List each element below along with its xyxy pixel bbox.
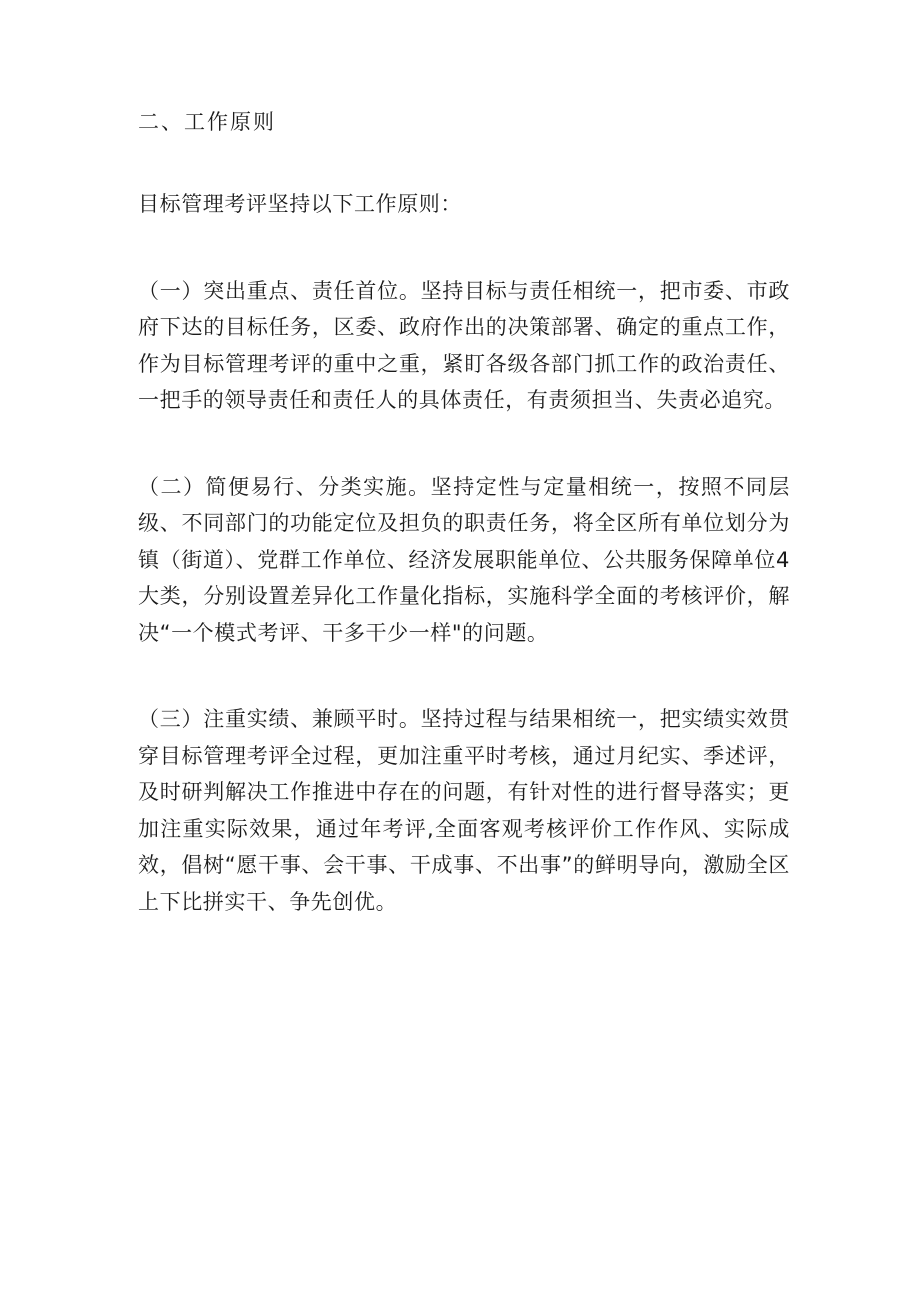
intro-paragraph: 目标管理考评坚持以下工作原则： (138, 192, 462, 216)
section-title: 二、工作原则 (138, 110, 276, 134)
document-body (138, 104, 790, 920)
principle-paragraph-1: （一）突出重点、责任首位。坚持目标与责任相统一，把市委、市政府下达的目标任务，区委、政府作出的决策部署、确定的重点工作，作为目标管理考评的重中之重，紧盯各级各部门抓工作的政治责任、一把手的领导责任和责任人的具体责任，有责须担当、失责必追究。 (138, 278, 790, 412)
principle-paragraph-3: （三）注重实绩、兼顾平时。坚持过程与结果相统一，把实绩实效贯穿目标管理考评全过程，更加注重平时考核，通过月纪实、季述评，及时研判解决工作推进中存在的问题，有针对性的进行督导落实；更加注重实际效果，通过年考评,全面客观考核评价工作作风、实际成效，倡树“愿干事、会干事、干成事、不出事”的鲜明导向，激励全区上下比拼实干、争先创优。 (138, 707, 790, 914)
principle-paragraph-2: （二）简便易行、分类实施。坚持定性与定量相统一，按照不同层级、不同部门的功能定位及担负的职责任务，将全区所有单位划分为镇（街道）、党群工作单位、经济发展职能单位、公共服务保障单位4大类，分别设置差异化工作量化指标，实施科学全面的考核评价，解决“一个模式考评、干多干少一样"的问题。 (138, 474, 790, 645)
